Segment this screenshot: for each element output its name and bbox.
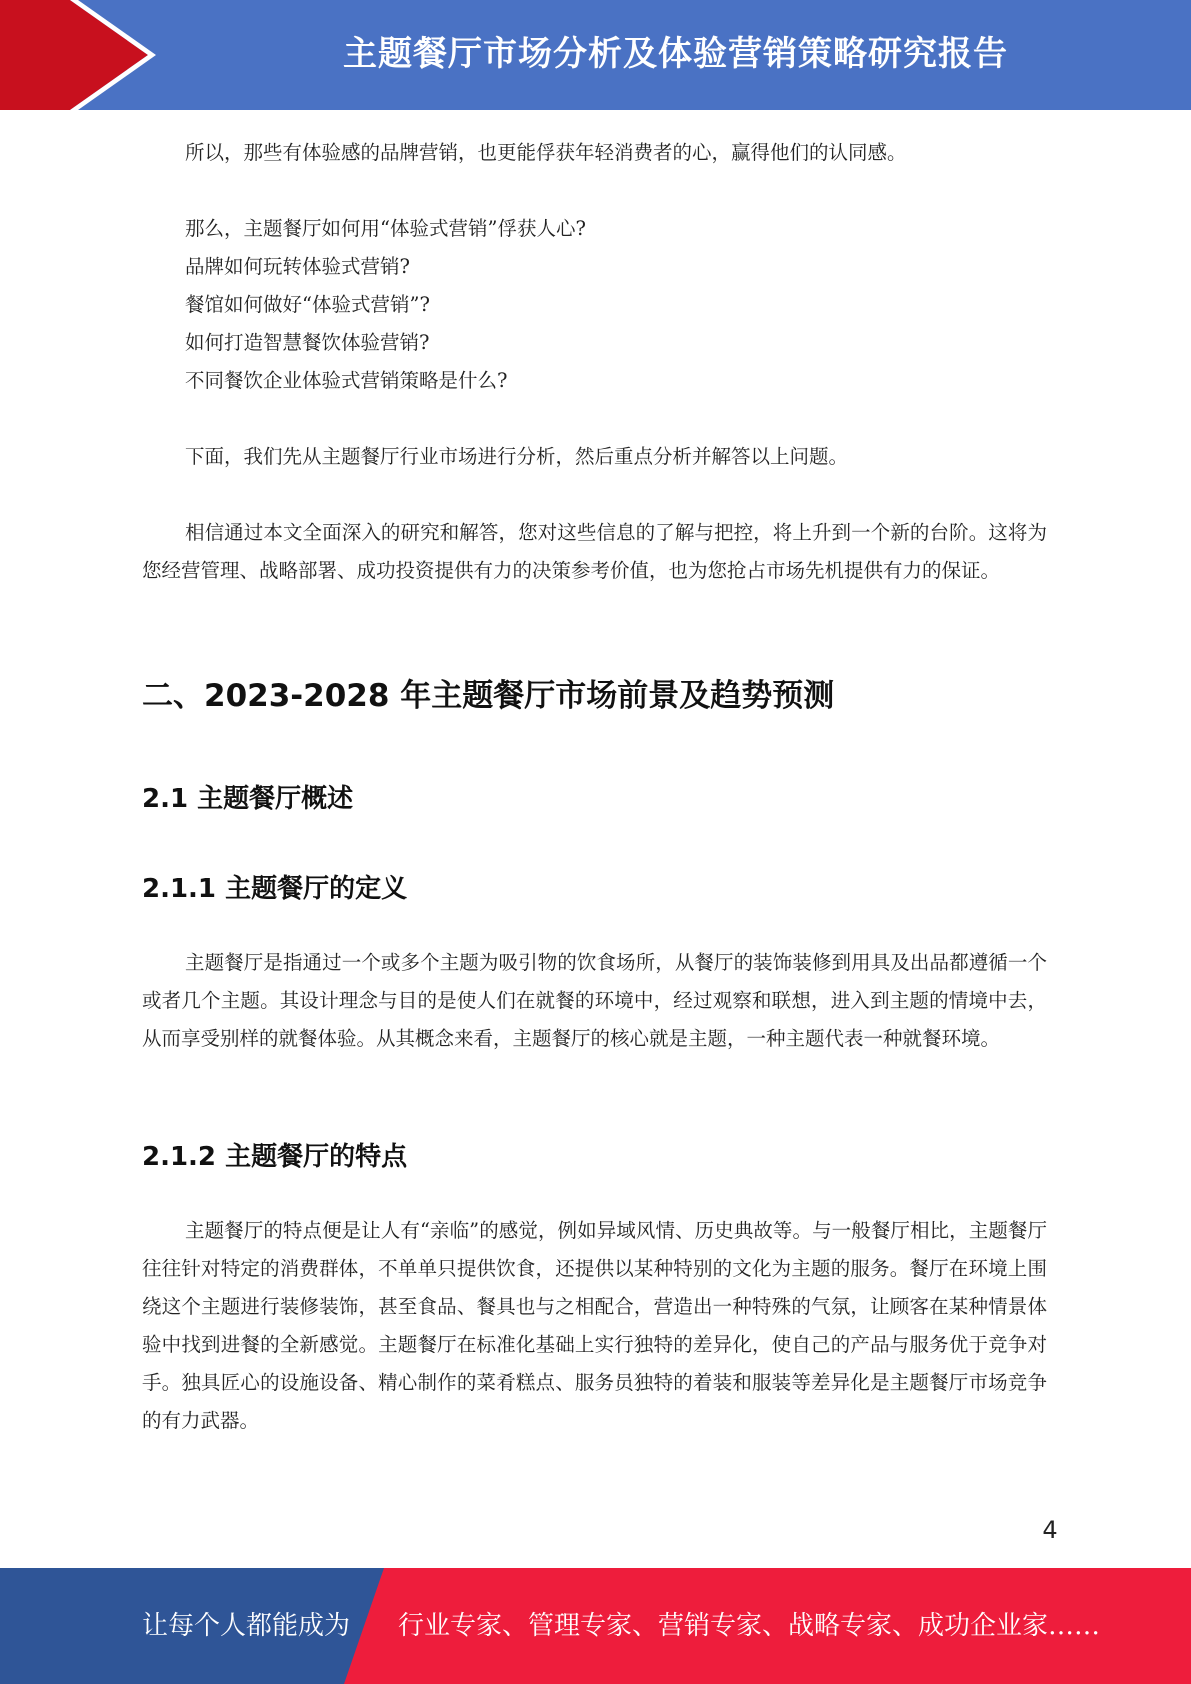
definition-paragraph: 主题餐厅是指通过一个或多个主题为吸引物的饮食场所，从餐厅的装饰装修到用具及出品都遵循一个或者几个主题。其设计理念与目的是使人们在就餐的环境中，经过观察和联想，进入到主题的情境中去，从而享受别样的就餐体验。从其概念来看，主题餐厅的核心就是主题，一种主题代表一种就餐环境。 — [142, 951, 1047, 1050]
question-item: 不同餐饮企业体验式营销策略是什么? — [185, 369, 508, 392]
question-item: 那么，主题餐厅如何用“体验式营销”俘获人心? — [185, 217, 586, 240]
question-list — [142, 210, 1047, 400]
features-paragraph: 主题餐厅的特点便是让人有“亲临”的感觉，例如异域风情、历史典故等。与一般餐厅相比，主题餐厅往往针对特定的消费群体，不单单只提供饮食，还提供以某种特别的文化为主题的服务。餐厅在环境上围绕这个主题进行装修装饰，甚至食品、餐具也与之相配合，营造出一种特殊的气氛，让顾客在某种情景体验中找到进餐的全新感觉。主题餐厅在标准化基础上实行独特的差异化，使自己的产品与服务优于竞争对手。独具匠心的设施设备、精心制作的菜肴糕点、服务员独特的着装和服装等差异化是主题餐厅市场竞争的有力武器。 — [142, 1219, 1047, 1432]
page-number: 4 — [1042, 1516, 1058, 1544]
subsection-heading: 2.1 主题餐厅概述 — [142, 784, 354, 814]
footer-slogan-left: 让每个人都能成为 — [142, 1611, 351, 1641]
page-header — [0, 0, 1191, 110]
page-footer — [0, 1568, 1191, 1684]
intro-paragraph: 所以，那些有体验感的品牌营销，也更能俘获年轻消费者的心，赢得他们的认同感。 — [185, 141, 907, 164]
question-item: 品牌如何玩转体验式营销? — [185, 255, 410, 278]
section-heading: 二、2023-2028 年主题餐厅市场前景及趋势预测 — [142, 678, 835, 714]
transition-paragraph: 下面，我们先从主题餐厅行业市场进行分析，然后重点分析并解答以上问题。 — [185, 445, 849, 468]
footer-slogan-right: 行业专家、管理专家、营销专家、战略专家、成功企业家…… — [398, 1611, 1101, 1641]
value-paragraph: 相信通过本文全面深入的研究和解答，您对这些信息的了解与把控，将上升到一个新的台阶。这将为您经营管理、战略部署、成功投资提供有力的决策参考价值，也为您抢占市场先机提供有力的保证。 — [142, 521, 1047, 582]
question-item: 餐馆如何做好“体验式营销”? — [185, 293, 430, 316]
definition-heading: 2.1.1 主题餐厅的定义 — [142, 874, 408, 904]
report-title: 主题餐厅市场分析及体验营销策略研究报告 — [343, 34, 1008, 74]
header-arrow-decoration — [0, 0, 160, 110]
question-item: 如何打造智慧餐饮体验营销? — [185, 331, 430, 354]
features-heading: 2.1.2 主题餐厅的特点 — [142, 1142, 408, 1172]
